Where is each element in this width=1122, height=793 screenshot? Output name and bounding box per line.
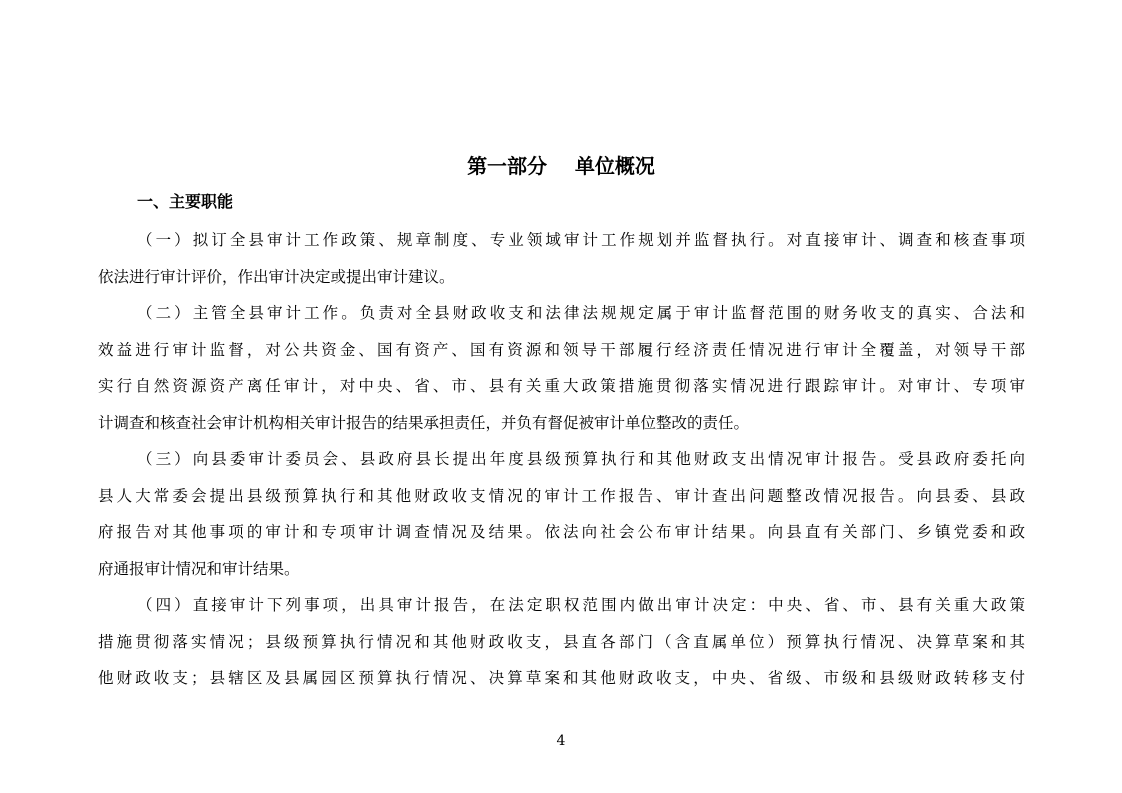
paragraph-line: 实行自然资源资产离任审计，对中央、省、市、县有关重大政策措施贯彻落实情况进行跟踪审计。对审计、专项审	[98, 377, 1025, 395]
paragraph-line: 府通报审计情况和审计结果。	[98, 559, 300, 578]
paragraph-line: 依法进行审计评价，作出审计决定或提出审计建议。	[98, 267, 455, 286]
paragraph-line: （一）拟订全县审计工作政策、规章制度、专业领域审计工作规划并监督执行。对直接审计、调查和核查事项	[137, 231, 1025, 249]
paragraph-1	[98, 222, 1025, 295]
paragraph-line: 他财政收支；县辖区及县属园区预算执行情况、决算草案和其他财政收支，中央、省级、市级和县级财政转移支付	[98, 669, 1025, 687]
paragraph-line: 府报告对其他事项的审计和专项审计调查情况及结果。依法向社会公布审计结果。向县直有关部门、乡镇党委和政	[98, 523, 1025, 541]
paragraph-2	[98, 295, 1025, 441]
page-number: 4	[556, 733, 566, 749]
page-title: 第一部分 单位概况	[467, 154, 655, 178]
paragraph-line: 县人大常委会提出县级预算执行和其他财政收支情况的审计工作报告、审计查出问题整改情况报告。向县委、县政	[98, 486, 1025, 505]
paragraph-line: （二）主管全县审计工作。负责对全县财政收支和法律法规规定属于审计监督范围的财务收支的真实、合法和	[137, 304, 1025, 322]
paragraph-line: （四）直接审计下列事项，出具审计报告，在法定职权范围内做出审计决定：中央、省、市、县有关重大政策	[137, 596, 1025, 614]
paragraph-line: 效益进行审计监督，对公共资金、国有资产、国有资源和领导干部履行经济责任情况进行审计全覆盖，对领导干部	[98, 340, 1025, 359]
paragraph-4	[98, 587, 1025, 697]
paragraph-line: 措施贯彻落实情况；县级预算执行情况和其他财政收支，县直各部门（含直属单位）预算执行情况、决算草案和其	[98, 632, 1025, 651]
section-heading: 一、主要职能	[137, 192, 234, 211]
document-body	[98, 222, 1025, 697]
paragraph-3	[98, 441, 1025, 587]
paragraph-line: （三）向县委审计委员会、县政府县长提出年度县级预算执行和其他财政支出情况审计报告。受县政府委托向	[137, 450, 1025, 468]
paragraph-line: 计调查和核查社会审计机构相关审计报告的结果承担责任，并负有督促被审计单位整改的责任。	[98, 413, 750, 432]
